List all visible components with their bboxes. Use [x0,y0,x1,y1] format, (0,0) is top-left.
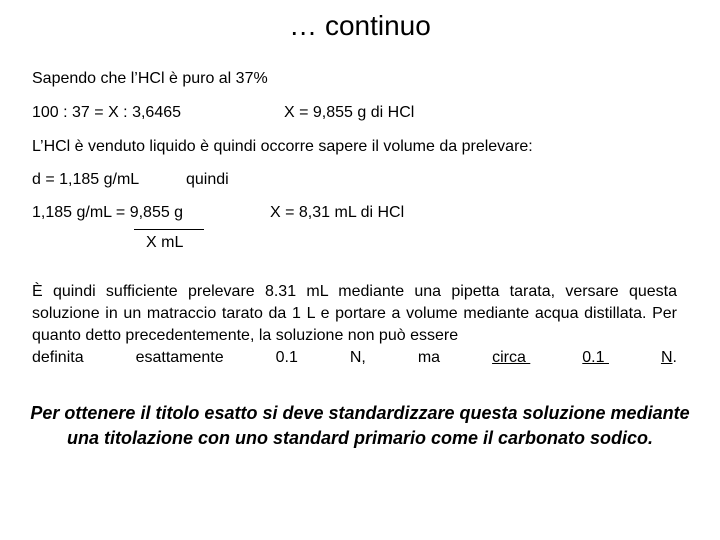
result-volume-line: X = 8,31 mL di HCl [270,204,405,221]
word-ma: ma [417,349,441,366]
sold-liquid-line: L’HCl è venduto liquido è quindi occorre sapere il volume da prelevare: [32,138,533,155]
quindi-word: quindi [186,171,229,188]
word-0-1: 0.1 [275,349,298,366]
instruction-paragraph [32,281,677,369]
equation-denominator: X mL [146,234,184,251]
word-n-final [661,347,677,369]
word-circa-underlined: circa [492,349,531,366]
word-n-comma: N, [349,349,366,366]
word-0-1-underlined: 0.1 [582,349,609,366]
proportion-line: 100 : 37 = X : 3,6465 [32,104,182,121]
equation-numerator: 1,185 g/mL = 9,855 g [32,204,184,221]
purity-line: Sapendo che l’HCl è puro al 37% [32,70,268,87]
paragraph-last-line [32,347,677,369]
word-esattamente: esattamente [135,349,224,366]
word-n-underlined: N [660,349,673,366]
paragraph-text: È quindi sufficiente prelevare 8.31 mL mediante una pipetta tarata, versare questa soluzione in un matraccio tarato da 1 L e portare a volume mediante acqua distillata. Per quanto detto precedentemente, la soluzione non può essere [32,283,677,344]
word-definita: definita [32,349,84,366]
conclusion-text: Per ottenere il titolo esatto si deve standardizzare questa soluzione mediante una titolazione con uno standard primario come il carbonato sodico. [30,403,690,448]
final-period: . [672,349,677,366]
slide-title: … continuo [289,10,431,41]
fraction-bar [134,229,204,230]
density-line: d = 1,185 g/mL [32,171,140,188]
result-mass-line: X = 9,855 g di HCl [284,104,415,121]
